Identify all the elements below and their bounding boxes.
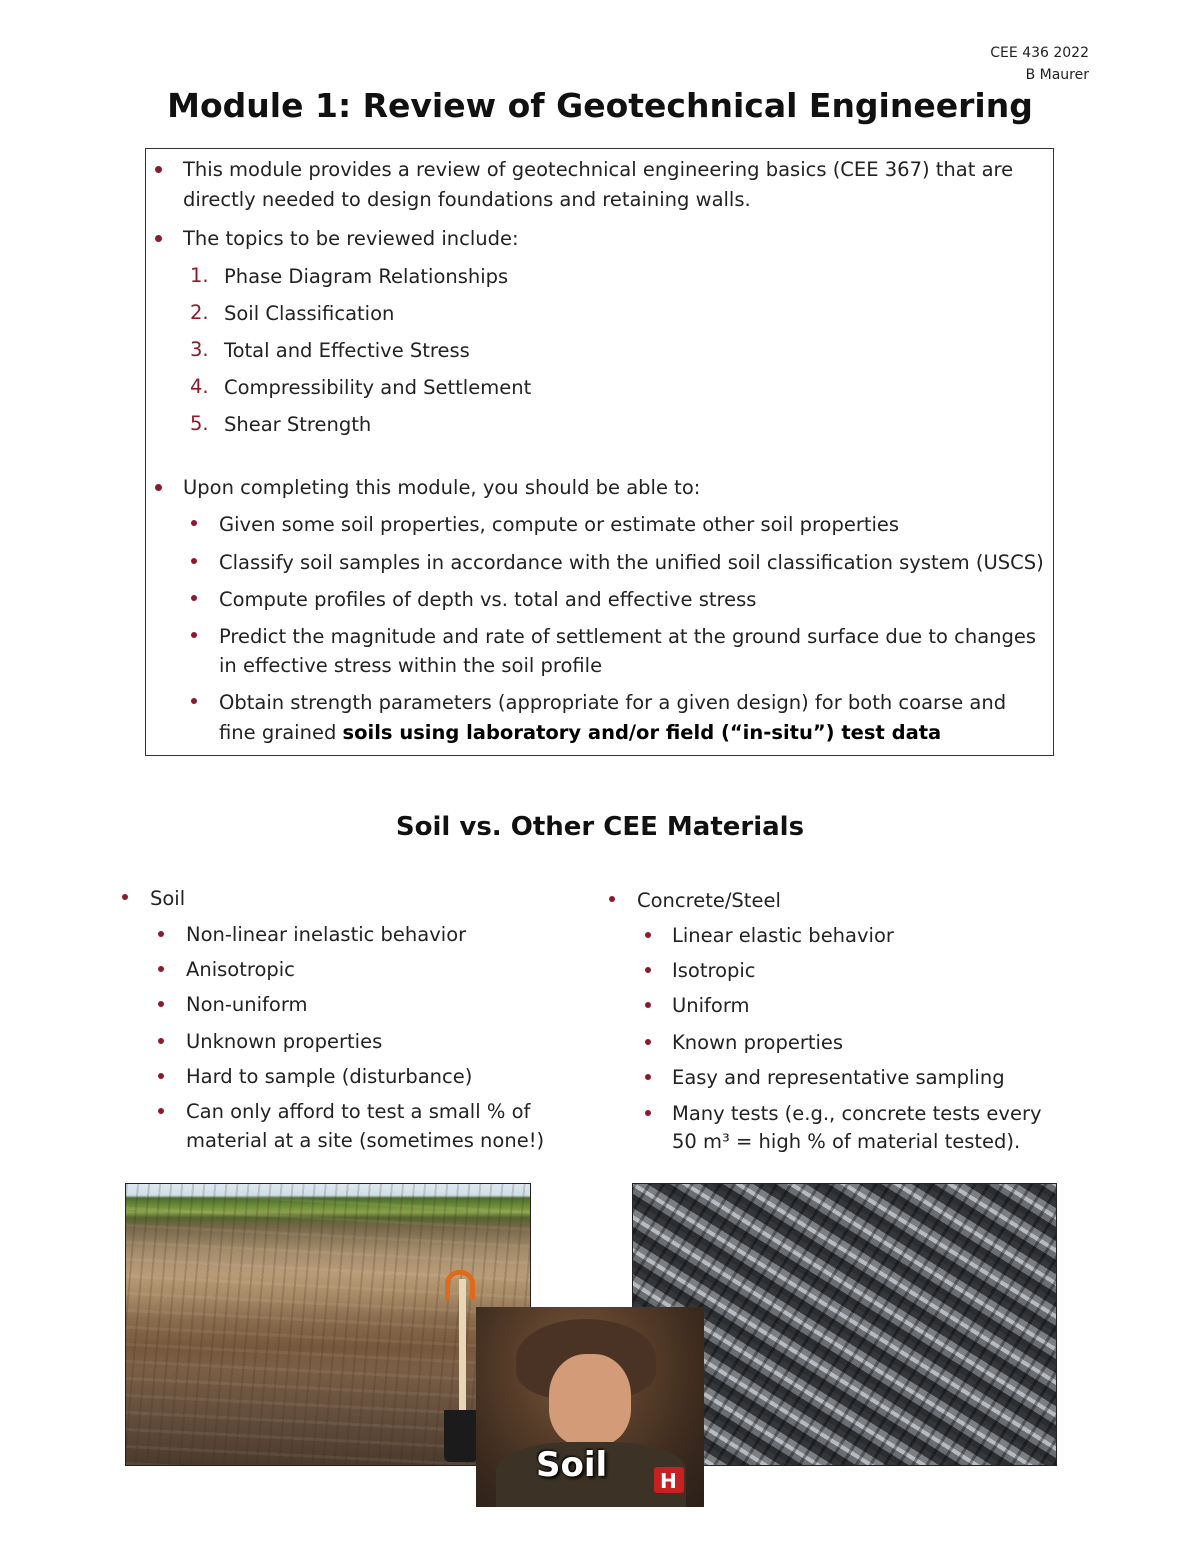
soil-property-continued: material at a site (sometimes none!) — [186, 1129, 545, 1152]
outcomes-intro: Upon completing this module, you should be able to: — [183, 476, 701, 499]
sub-bullet-icon — [645, 1110, 651, 1116]
sub-bullet-icon — [158, 966, 164, 972]
sub-bullet-icon — [158, 1001, 164, 1007]
page-title: Module 1: Review of Geotechnical Engineering — [167, 86, 1033, 125]
sub-bullet-icon — [645, 1039, 651, 1045]
concrete-property: Isotropic — [672, 959, 756, 982]
topic-item: Shear Strength — [224, 413, 372, 436]
soil-property: Hard to sample (disturbance) — [186, 1065, 473, 1088]
concrete-property: Known properties — [672, 1031, 844, 1054]
soil-property: Non-linear inelastic behavior — [186, 923, 467, 946]
topic-number: 4. — [190, 375, 209, 398]
shovel-blade — [444, 1410, 478, 1462]
outcome-item: Given some soil properties, compute or estimate other soil properties — [219, 513, 900, 536]
soil-meme-image — [476, 1307, 704, 1507]
header-meta — [990, 42, 1089, 86]
sub-bullet-icon — [158, 931, 164, 937]
bullet-icon — [155, 484, 162, 491]
outcome-item: Compute profiles of depth vs. total and effective stress — [219, 588, 757, 611]
outcome-item: Obtain strength parameters (appropriate for a given design) for both coarse and — [219, 691, 1007, 714]
sub-bullet-icon — [191, 520, 197, 526]
sub-bullet-icon — [645, 932, 651, 938]
outcome-item-continued — [219, 718, 941, 748]
sub-bullet-icon — [158, 1073, 164, 1079]
outcome-item: Predict the magnitude and rate of settlement at the ground surface due to changes — [219, 625, 1037, 648]
bullet-icon — [609, 896, 615, 902]
sub-bullet-icon — [158, 1038, 164, 1044]
bullet-icon — [155, 235, 162, 242]
bullet-icon — [155, 166, 162, 173]
soil-property: Unknown properties — [186, 1030, 383, 1053]
sub-bullet-icon — [158, 1108, 164, 1114]
topic-number: 1. — [190, 264, 209, 287]
topic-item: Total and Effective Stress — [224, 339, 470, 362]
soil-heading: Soil — [150, 887, 186, 910]
concrete-heading: Concrete/Steel — [637, 889, 781, 912]
sub-bullet-icon — [191, 595, 197, 601]
outcome-bold-text: soils using laboratory and/or field (“in-situ”) test data — [342, 721, 942, 744]
concrete-property: Easy and representative sampling — [672, 1066, 1005, 1089]
sub-bullet-icon — [191, 698, 197, 704]
topic-number: 2. — [190, 301, 209, 324]
intro-text-line1: This module provides a review of geotechnical engineering basics (CEE 367) that are — [183, 158, 1014, 181]
concrete-property-continued: 50 m³ = high % of material tested). — [672, 1130, 1021, 1153]
sub-bullet-icon — [191, 558, 197, 564]
meme-face — [549, 1354, 631, 1446]
soil-profile-photo — [125, 1183, 531, 1466]
sub-bullet-icon — [645, 967, 651, 973]
topic-item: Compressibility and Settlement — [224, 376, 532, 399]
topic-number: 3. — [190, 338, 209, 361]
topic-item: Phase Diagram Relationships — [224, 265, 509, 288]
bullet-icon — [122, 894, 128, 900]
author-label: B Maurer — [1025, 67, 1089, 83]
section-title: Soil vs. Other CEE Materials — [395, 812, 805, 842]
intro-text-line2: directly needed to design foundations and retaining walls. — [183, 188, 751, 211]
concrete-property: Many tests (e.g., concrete tests every — [672, 1102, 1042, 1125]
concrete-property: Linear elastic behavior — [672, 924, 894, 947]
history-logo-letter: H — [660, 1469, 677, 1493]
outcome-item: Classify soil samples in accordance with the unified soil classification system (USCS) — [219, 551, 1044, 574]
soil-property: Anisotropic — [186, 958, 295, 981]
topic-item: Soil Classification — [224, 302, 395, 325]
sub-bullet-icon — [191, 632, 197, 638]
concrete-property: Uniform — [672, 994, 750, 1017]
outcome-item-continued: in effective stress within the soil profile — [219, 654, 603, 677]
meme-caption: Soil — [536, 1445, 608, 1485]
topics-intro: The topics to be reviewed include: — [183, 227, 519, 250]
sub-bullet-icon — [645, 1074, 651, 1080]
soil-property: Non-uniform — [186, 993, 308, 1016]
course-label: CEE 436 2022 — [990, 45, 1089, 61]
soil-property: Can only afford to test a small % of — [186, 1100, 531, 1123]
outcome-text: fine grained — [219, 721, 343, 744]
topic-number: 5. — [190, 412, 209, 435]
sub-bullet-icon — [645, 1002, 651, 1008]
